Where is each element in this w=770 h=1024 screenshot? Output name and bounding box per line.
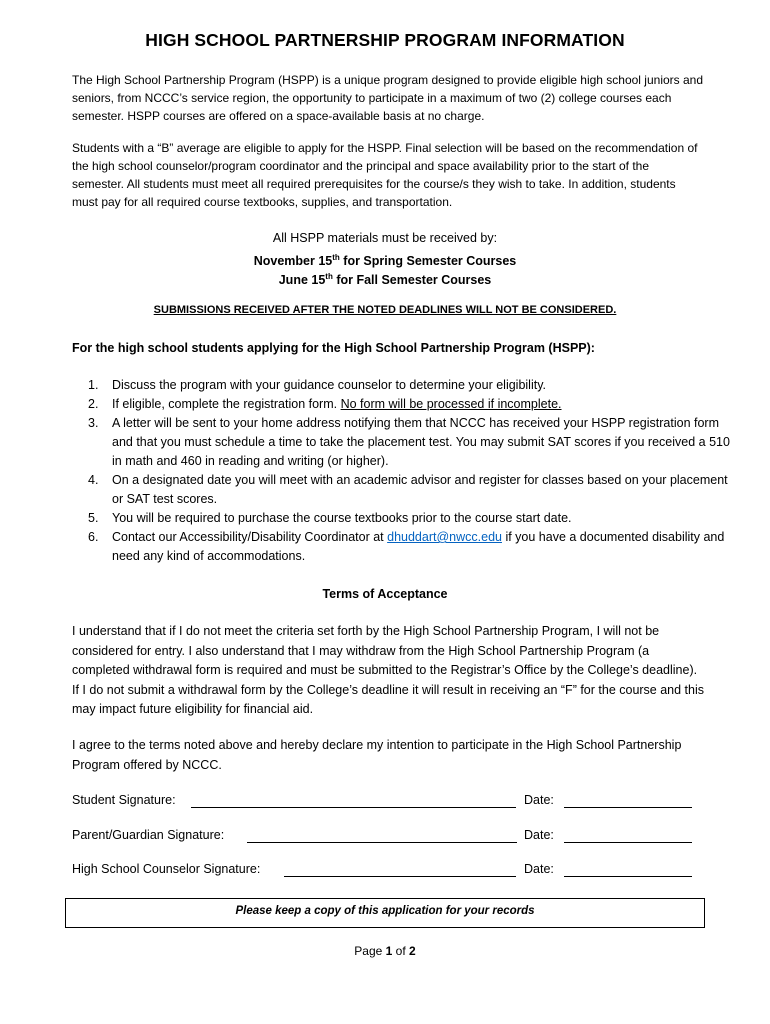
- counselor-signature-row: [72, 862, 712, 882]
- agreement-paragraph: I agree to the terms noted above and hereby declare my intention to participate in the High School Partnership Program offered by NCCC.: [72, 738, 682, 772]
- step-text: You will be required to purchase the course textbooks prior to the course start date.: [112, 511, 572, 525]
- parent-date-label: Date:: [524, 828, 554, 842]
- step-number: 4.: [88, 473, 99, 487]
- student-date-label: Date:: [524, 793, 554, 807]
- page-title: HIGH SCHOOL PARTNERSHIP PROGRAM INFORMATION: [145, 30, 625, 50]
- step-number: 5.: [88, 511, 99, 525]
- fall-date-suffix: th: [325, 272, 333, 281]
- terms-heading: Terms of Acceptance: [322, 587, 448, 601]
- terms-paragraph: I understand that if I do not meet the criteria set forth by the High School Partnership Program, I will not be considered for entry. I also understand that I may withdraw from the High School Partnership Program (a completed withdrawal form is required and must be submitted to the Registrar’s Office by the College’s deadline). If I do not submit a withdrawal form by the College’s deadline it will result in receiving an “F” for the course and this may impact future eligibility for financial aid.: [72, 624, 705, 716]
- parent-date-field[interactable]: [564, 842, 692, 843]
- step-text-after: if you have a documented disability and need any kind of accommodations.: [112, 530, 725, 563]
- deadline-fall: [0, 267, 770, 290]
- page-total: 2: [409, 944, 416, 958]
- keep-copy-notice: Please keep a copy of this application for your records: [65, 898, 705, 928]
- list-item: [88, 395, 742, 414]
- coordinator-email-link[interactable]: dhuddart@nwcc.edu: [387, 530, 502, 544]
- counselor-signature-label: High School Counselor Signature:: [72, 862, 261, 876]
- list-item: [88, 528, 742, 566]
- list-item: [88, 414, 742, 471]
- list-item: [88, 376, 742, 395]
- intro-text: The High School Partnership Program (HSPP) is a unique program designed to provide eligible high school juniors and seniors, from NCCC’s service region, the opportunity to participate in a maximum of two (2) college courses each semester. HSPP courses are offered on a space-available basis at no charge.: [72, 73, 704, 123]
- step-text: If eligible, complete the registration form.: [112, 397, 341, 411]
- counselor-signature-field[interactable]: [284, 876, 516, 877]
- page-current: 1: [385, 944, 393, 958]
- parent-signature-label: Parent/Guardian Signature:: [72, 828, 225, 842]
- step-text: Discuss the program with your guidance counselor to determine your eligibility.: [112, 378, 547, 392]
- page-prefix: Page: [354, 944, 386, 958]
- student-signature-field[interactable]: [191, 807, 516, 808]
- list-item: [88, 509, 742, 528]
- step-text: Contact our Accessibility/Disability Coordinator at: [112, 530, 388, 544]
- student-signature-row: [72, 793, 712, 813]
- steps-heading: For the high school students applying for the High School Partnership Program (HSPP):: [72, 341, 595, 355]
- student-signature-label: Student Signature:: [72, 793, 176, 807]
- fall-label: for Fall Semester Courses: [332, 273, 492, 288]
- parent-signature-field[interactable]: [247, 842, 517, 843]
- parent-signature-row: [72, 828, 712, 848]
- deadline-notice: SUBMISSIONS RECEIVED AFTER THE NOTED DEADLINES WILL NOT BE CONSIDERED.: [153, 304, 617, 316]
- list-item: [88, 471, 742, 509]
- counselor-date-label: Date:: [524, 862, 554, 876]
- steps-list: [72, 376, 742, 566]
- step-text: On a designated date you will meet with an academic advisor and register for classes based on your placement or SAT test scores.: [112, 473, 728, 506]
- spring-label: for Spring Semester Courses: [339, 254, 517, 269]
- page-of: of: [392, 944, 410, 958]
- deadline-intro: All HSPP materials must be received by:: [272, 231, 498, 245]
- student-date-field[interactable]: [564, 807, 692, 808]
- page-number: [0, 944, 770, 958]
- spring-date-suffix: th: [332, 253, 340, 262]
- intro-paragraph: [72, 71, 704, 125]
- step-number: 2.: [88, 397, 99, 411]
- step-number: 6.: [88, 530, 99, 544]
- eligibility-text: Students with a “B” average are eligible to apply for the HSPP. Final selection will be based on the recommendation of the high school counselor/program coordinator and the principal and space availability prior to the start of the semester. All students must meet all required prerequisites for the course/s they wish to take. In addition, students must pay for all required course textbooks, supplies, and transportation.: [72, 141, 698, 209]
- step-text: A letter will be sent to your home address notifying them that NCCC has received your HSPP registration form and that you must schedule a time to take the placement test. You may submit SAT scores if you received a 510 in math and 460 in reading and writing (or higher).: [112, 416, 730, 468]
- incomplete-warning: No form will be processed if incomplete.: [340, 397, 562, 411]
- step-number: 1.: [88, 378, 99, 392]
- spring-date: November 15: [253, 254, 333, 269]
- eligibility-paragraph: [72, 139, 704, 211]
- step-number: 3.: [88, 416, 99, 430]
- counselor-date-field[interactable]: [564, 876, 692, 877]
- fall-date: June 15: [278, 273, 326, 288]
